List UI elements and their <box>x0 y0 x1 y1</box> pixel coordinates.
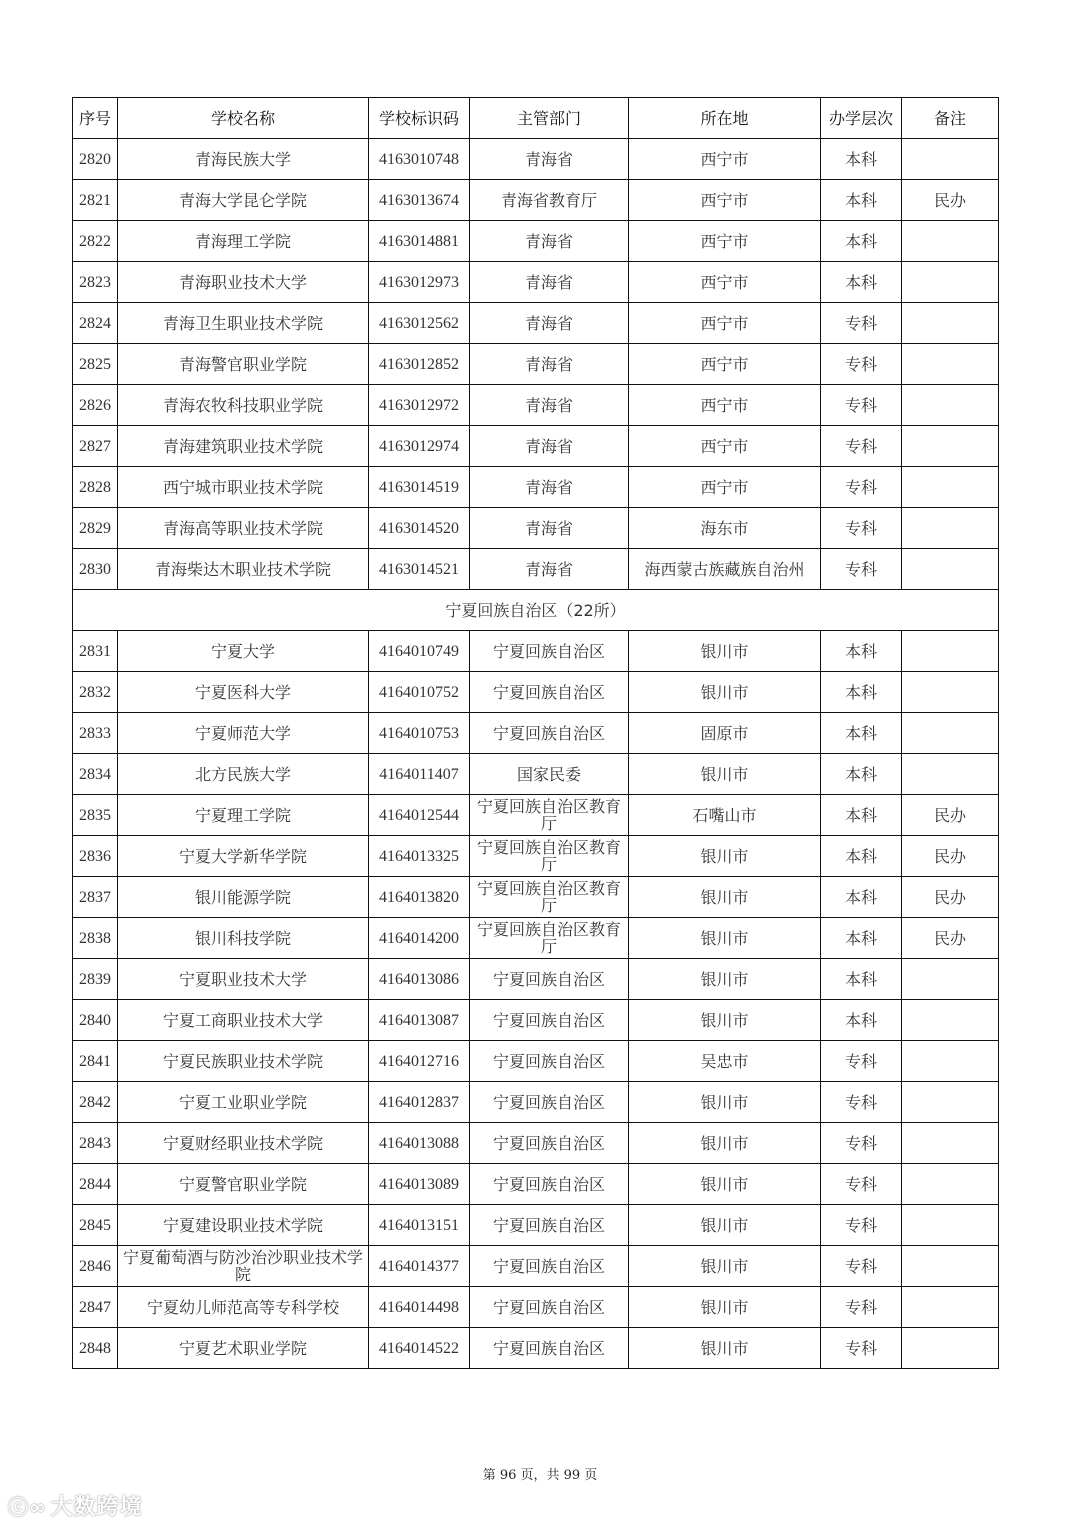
department: 宁夏回族自治区 <box>470 1000 629 1041</box>
page-number: 第 96 页，共 99 页 <box>482 1468 598 1483</box>
school-code: 4163013674 <box>369 180 470 221</box>
table-row <box>73 221 999 262</box>
table-row <box>73 631 999 672</box>
school-code: 4164011407 <box>369 754 470 795</box>
school-code: 4164013088 <box>369 1123 470 1164</box>
table-row <box>73 836 999 877</box>
department: 宁夏回族自治区 <box>470 631 629 672</box>
note <box>902 221 999 262</box>
level: 专科 <box>821 1205 902 1246</box>
table-row <box>73 1164 999 1205</box>
watermark-logo-icon: ⓒ∞ <box>8 1495 47 1519</box>
level: 专科 <box>821 1164 902 1205</box>
location: 银川市 <box>629 672 821 713</box>
row-index: 2845 <box>73 1205 118 1246</box>
school-name: 青海建筑职业技术学院 <box>118 426 369 467</box>
row-index: 2838 <box>73 918 118 959</box>
level: 专科 <box>821 344 902 385</box>
school-code: 4164014522 <box>369 1328 470 1369</box>
row-index: 2831 <box>73 631 118 672</box>
row-index: 2829 <box>73 508 118 549</box>
note <box>902 672 999 713</box>
location: 西宁市 <box>629 221 821 262</box>
row-index: 2844 <box>73 1164 118 1205</box>
header-level: 办学层次 <box>821 98 902 139</box>
department: 宁夏回族自治区 <box>470 1082 629 1123</box>
location: 西宁市 <box>629 262 821 303</box>
department: 青海省 <box>470 385 629 426</box>
location: 银川市 <box>629 1246 821 1287</box>
school-name: 宁夏工商职业技术大学 <box>118 1000 369 1041</box>
location: 银川市 <box>629 1205 821 1246</box>
school-name: 宁夏理工学院 <box>118 795 369 836</box>
school-name: 宁夏艺术职业学院 <box>118 1328 369 1369</box>
department: 青海省 <box>470 508 629 549</box>
table-row <box>73 754 999 795</box>
level: 本科 <box>821 262 902 303</box>
header-note: 备注 <box>902 98 999 139</box>
header-school-name: 学校名称 <box>118 98 369 139</box>
row-index: 2847 <box>73 1287 118 1328</box>
location: 固原市 <box>629 713 821 754</box>
location: 银川市 <box>629 1000 821 1041</box>
school-name: 宁夏幼儿师范高等专科学校 <box>118 1287 369 1328</box>
row-index: 2834 <box>73 754 118 795</box>
row-index: 2843 <box>73 1123 118 1164</box>
school-code: 4164013089 <box>369 1164 470 1205</box>
table-row <box>73 1287 999 1328</box>
table-row <box>73 262 999 303</box>
school-name: 宁夏医科大学 <box>118 672 369 713</box>
row-index: 2826 <box>73 385 118 426</box>
level: 本科 <box>821 221 902 262</box>
level: 专科 <box>821 508 902 549</box>
level: 本科 <box>821 836 902 877</box>
location: 银川市 <box>629 1328 821 1369</box>
table-header-row <box>73 98 999 139</box>
school-name: 宁夏大学新华学院 <box>118 836 369 877</box>
school-code: 4164013087 <box>369 1000 470 1041</box>
level: 本科 <box>821 754 902 795</box>
department: 青海省 <box>470 467 629 508</box>
department: 宁夏回族自治区教育厅 <box>470 877 629 918</box>
level: 本科 <box>821 1000 902 1041</box>
school-name: 青海大学昆仑学院 <box>118 180 369 221</box>
school-name: 青海民族大学 <box>118 139 369 180</box>
department: 宁夏回族自治区 <box>470 1041 629 1082</box>
location: 银川市 <box>629 754 821 795</box>
header-index: 序号 <box>73 98 118 139</box>
school-name: 宁夏财经职业技术学院 <box>118 1123 369 1164</box>
note <box>902 426 999 467</box>
table-row <box>73 672 999 713</box>
table-row <box>73 1123 999 1164</box>
department: 宁夏回族自治区教育厅 <box>470 795 629 836</box>
location: 银川市 <box>629 1164 821 1205</box>
school-name: 北方民族大学 <box>118 754 369 795</box>
school-code: 4164010752 <box>369 672 470 713</box>
note <box>902 754 999 795</box>
watermark-text: 大数跨境 <box>50 1495 143 1520</box>
row-index: 2841 <box>73 1041 118 1082</box>
table-row <box>73 1082 999 1123</box>
level: 专科 <box>821 303 902 344</box>
table-row <box>73 385 999 426</box>
school-name: 青海理工学院 <box>118 221 369 262</box>
department: 宁夏回族自治区教育厅 <box>470 918 629 959</box>
location: 银川市 <box>629 1123 821 1164</box>
row-index: 2830 <box>73 549 118 590</box>
note <box>902 344 999 385</box>
location: 西宁市 <box>629 344 821 385</box>
row-index: 2837 <box>73 877 118 918</box>
note <box>902 139 999 180</box>
department: 宁夏回族自治区教育厅 <box>470 836 629 877</box>
school-code: 4164010753 <box>369 713 470 754</box>
school-name: 银川科技学院 <box>118 918 369 959</box>
department: 青海省教育厅 <box>470 180 629 221</box>
row-index: 2821 <box>73 180 118 221</box>
note <box>902 549 999 590</box>
location: 西宁市 <box>629 180 821 221</box>
school-code: 4164012716 <box>369 1041 470 1082</box>
school-name: 青海柴达木职业技术学院 <box>118 549 369 590</box>
department: 宁夏回族自治区 <box>470 1328 629 1369</box>
location: 银川市 <box>629 836 821 877</box>
level: 本科 <box>821 918 902 959</box>
note <box>902 262 999 303</box>
school-code: 4164012837 <box>369 1082 470 1123</box>
school-code: 4164013325 <box>369 836 470 877</box>
row-index: 2840 <box>73 1000 118 1041</box>
school-code: 4164012544 <box>369 795 470 836</box>
school-name: 青海警官职业学院 <box>118 344 369 385</box>
department: 青海省 <box>470 426 629 467</box>
level: 专科 <box>821 1246 902 1287</box>
note: 民办 <box>902 795 999 836</box>
department: 国家民委 <box>470 754 629 795</box>
department: 宁夏回族自治区 <box>470 1123 629 1164</box>
row-index: 2820 <box>73 139 118 180</box>
level: 本科 <box>821 877 902 918</box>
table-row <box>73 139 999 180</box>
school-code: 4164013151 <box>369 1205 470 1246</box>
department: 青海省 <box>470 344 629 385</box>
level: 本科 <box>821 959 902 1000</box>
table-row <box>73 713 999 754</box>
level: 本科 <box>821 795 902 836</box>
department: 青海省 <box>470 303 629 344</box>
school-code: 4164013820 <box>369 877 470 918</box>
department: 青海省 <box>470 221 629 262</box>
level: 专科 <box>821 1123 902 1164</box>
note <box>902 1000 999 1041</box>
row-index: 2839 <box>73 959 118 1000</box>
level: 专科 <box>821 1041 902 1082</box>
level: 专科 <box>821 1328 902 1369</box>
table-row <box>73 549 999 590</box>
department: 宁夏回族自治区 <box>470 713 629 754</box>
school-name: 宁夏建设职业技术学院 <box>118 1205 369 1246</box>
school-code: 4164010749 <box>369 631 470 672</box>
header-department: 主管部门 <box>470 98 629 139</box>
table-row <box>73 180 999 221</box>
table-body <box>73 139 999 1369</box>
school-name: 西宁城市职业技术学院 <box>118 467 369 508</box>
note <box>902 303 999 344</box>
school-name: 青海农牧科技职业学院 <box>118 385 369 426</box>
school-code: 4164014377 <box>369 1246 470 1287</box>
school-name: 青海高等职业技术学院 <box>118 508 369 549</box>
school-code: 4163014520 <box>369 508 470 549</box>
section-heading: 宁夏回族自治区（22所） <box>73 590 999 631</box>
department: 宁夏回族自治区 <box>470 1287 629 1328</box>
department: 青海省 <box>470 139 629 180</box>
note: 民办 <box>902 877 999 918</box>
department: 青海省 <box>470 549 629 590</box>
note: 民办 <box>902 180 999 221</box>
level: 本科 <box>821 139 902 180</box>
table-row <box>73 1246 999 1287</box>
header-location: 所在地 <box>629 98 821 139</box>
school-code: 4164014498 <box>369 1287 470 1328</box>
level: 专科 <box>821 549 902 590</box>
level: 本科 <box>821 180 902 221</box>
row-index: 2825 <box>73 344 118 385</box>
department: 宁夏回族自治区 <box>470 1246 629 1287</box>
note <box>902 385 999 426</box>
school-name: 宁夏葡萄酒与防沙治沙职业技术学院 <box>118 1246 369 1287</box>
school-name: 宁夏工业职业学院 <box>118 1082 369 1123</box>
note <box>902 713 999 754</box>
note <box>902 467 999 508</box>
row-index: 2823 <box>73 262 118 303</box>
table-row <box>73 1328 999 1369</box>
table-row <box>73 1000 999 1041</box>
schools-table <box>72 97 999 1369</box>
level: 专科 <box>821 1287 902 1328</box>
table-row <box>73 795 999 836</box>
school-code: 4163010748 <box>369 139 470 180</box>
row-index: 2842 <box>73 1082 118 1123</box>
location: 银川市 <box>629 959 821 1000</box>
note <box>902 1246 999 1287</box>
location: 石嘴山市 <box>629 795 821 836</box>
school-code: 4164014200 <box>369 918 470 959</box>
school-name: 宁夏职业技术大学 <box>118 959 369 1000</box>
location: 西宁市 <box>629 467 821 508</box>
note <box>902 1205 999 1246</box>
note <box>902 959 999 1000</box>
location: 银川市 <box>629 918 821 959</box>
note <box>902 631 999 672</box>
section-row <box>73 590 999 631</box>
department: 宁夏回族自治区 <box>470 1164 629 1205</box>
note <box>902 1164 999 1205</box>
table-row <box>73 508 999 549</box>
level: 专科 <box>821 467 902 508</box>
location: 银川市 <box>629 631 821 672</box>
note: 民办 <box>902 836 999 877</box>
school-name: 青海职业技术大学 <box>118 262 369 303</box>
table-row <box>73 918 999 959</box>
location: 西宁市 <box>629 139 821 180</box>
school-name: 青海卫生职业技术学院 <box>118 303 369 344</box>
note: 民办 <box>902 918 999 959</box>
location: 西宁市 <box>629 303 821 344</box>
level: 本科 <box>821 713 902 754</box>
school-name: 宁夏师范大学 <box>118 713 369 754</box>
location: 西宁市 <box>629 385 821 426</box>
table-row <box>73 877 999 918</box>
table-row <box>73 1205 999 1246</box>
row-index: 2828 <box>73 467 118 508</box>
row-index: 2846 <box>73 1246 118 1287</box>
row-index: 2848 <box>73 1328 118 1369</box>
row-index: 2832 <box>73 672 118 713</box>
row-index: 2836 <box>73 836 118 877</box>
location: 银川市 <box>629 1082 821 1123</box>
level: 专科 <box>821 385 902 426</box>
watermark <box>8 1490 143 1521</box>
school-code: 4163012974 <box>369 426 470 467</box>
location: 吴忠市 <box>629 1041 821 1082</box>
table-row <box>73 959 999 1000</box>
school-name: 银川能源学院 <box>118 877 369 918</box>
school-name: 宁夏民族职业技术学院 <box>118 1041 369 1082</box>
note <box>902 1123 999 1164</box>
location: 银川市 <box>629 1287 821 1328</box>
location: 西宁市 <box>629 426 821 467</box>
school-code: 4163012973 <box>369 262 470 303</box>
table-row <box>73 467 999 508</box>
department: 宁夏回族自治区 <box>470 959 629 1000</box>
note <box>902 1041 999 1082</box>
note <box>902 1328 999 1369</box>
note <box>902 508 999 549</box>
location: 银川市 <box>629 877 821 918</box>
table-row <box>73 426 999 467</box>
school-code: 4163014881 <box>369 221 470 262</box>
level: 本科 <box>821 631 902 672</box>
row-index: 2835 <box>73 795 118 836</box>
location: 海西蒙古族藏族自治州 <box>629 549 821 590</box>
school-code: 4163012562 <box>369 303 470 344</box>
department: 宁夏回族自治区 <box>470 672 629 713</box>
row-index: 2833 <box>73 713 118 754</box>
location: 海东市 <box>629 508 821 549</box>
level: 专科 <box>821 426 902 467</box>
department: 青海省 <box>470 262 629 303</box>
level: 本科 <box>821 672 902 713</box>
table-row <box>73 344 999 385</box>
school-code: 4163012972 <box>369 385 470 426</box>
note <box>902 1287 999 1328</box>
note <box>902 1082 999 1123</box>
table-row <box>73 1041 999 1082</box>
department: 宁夏回族自治区 <box>470 1205 629 1246</box>
school-code: 4164013086 <box>369 959 470 1000</box>
row-index: 2824 <box>73 303 118 344</box>
row-index: 2827 <box>73 426 118 467</box>
header-school-code: 学校标识码 <box>369 98 470 139</box>
school-name: 宁夏大学 <box>118 631 369 672</box>
table-row <box>73 303 999 344</box>
school-code: 4163012852 <box>369 344 470 385</box>
school-code: 4163014519 <box>369 467 470 508</box>
school-code: 4163014521 <box>369 549 470 590</box>
row-index: 2822 <box>73 221 118 262</box>
school-name: 宁夏警官职业学院 <box>118 1164 369 1205</box>
level: 专科 <box>821 1082 902 1123</box>
